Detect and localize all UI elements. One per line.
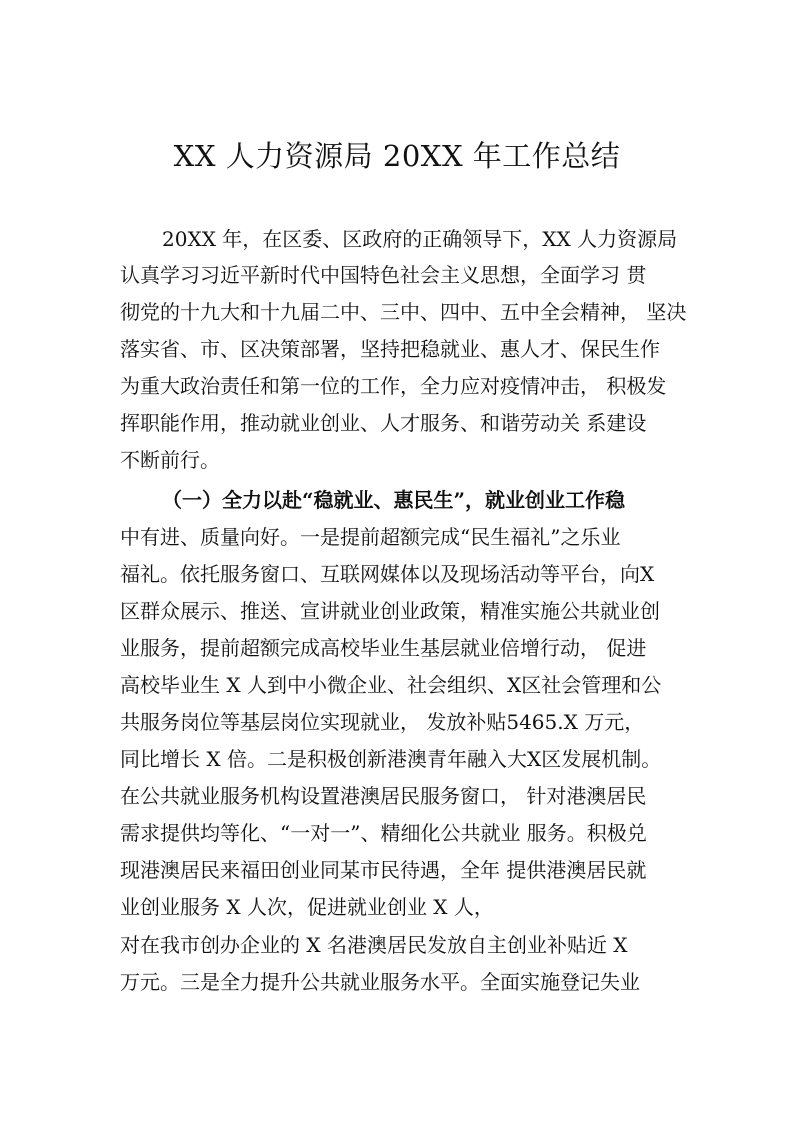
paragraph-line: 在公共就业服务机构设置港澳居民服务窗口， 针对港澳居民 (120, 784, 647, 808)
paragraph-line: 现港澳居民来福田创业同某市民待遇，全年 提供港澳居民就 (120, 858, 647, 882)
paragraph-line: 挥职能作用，推动就业创业、人才服务、和谐劳动关 系建设 (120, 411, 647, 435)
paragraph-line: 对在我市创办企业的 X 名港澳居民发放自主创业补贴近 X (120, 933, 628, 957)
paragraph-line: 认真学习习近平新时代中国特色社会主义思想，全面学习 贯 (120, 263, 647, 287)
paragraph-line: 万元。三是全力提升公共就业服务水平。全面实施登记失业 (120, 970, 640, 994)
paragraph-line: 需求提供均等化、“一对一”、精细化公共就业 服务。积极兑 (120, 821, 647, 845)
paragraph-line: 同比增长 X 倍。二是积极创新港澳青年融入大X区发展机制。 (120, 747, 662, 771)
paragraph-line: 彻党的十九大和十九届二中、三中、四中、五中全会精神， 坚决 (120, 300, 687, 324)
paragraph-line: 落实省、市、区决策部署，坚持把稳就业、惠人才、保民生作 (120, 337, 660, 361)
paragraph-line: 不断前行。 (120, 448, 220, 472)
paragraph-line: 20XX 年，在区委、区政府的正确领导下，XX 人力资源局 (162, 227, 678, 251)
paragraph-line: 福礼。依托服务窗口、互联网媒体以及现场活动等平台，向X (120, 562, 655, 586)
paragraph-line: 业服务，提前超额完成高校毕业生基层就业倍增行动， 促进 (120, 636, 647, 660)
paragraph-line: 区群众展示、推送、宣讲就业创业政策，精准实施公共就业创 (120, 599, 660, 623)
section-heading-line: （一）全力以赴“稳就业、惠民生”，就业创业工作稳 (162, 488, 626, 512)
document-title: XX 人力资源局 20XX 年工作总结 (173, 139, 621, 173)
paragraph-line: 为重大政治责任和第一位的工作，全力应对疫情冲击， 积极发 (120, 374, 667, 398)
paragraph-line: 中有进、质量向好。一是提前超额完成“民生福礼”之乐业 (120, 525, 621, 549)
paragraph-line: 高校毕业生 X 人到中小微企业、社会组织、X区社会管理和公 (120, 673, 662, 697)
paragraph-line: 业创业服务 X 人次，促进就业创业 X 人， (120, 895, 494, 919)
paragraph-line: 共服务岗位等基层岗位实现就业， 发放补贴5465.X 万元， (120, 710, 645, 734)
